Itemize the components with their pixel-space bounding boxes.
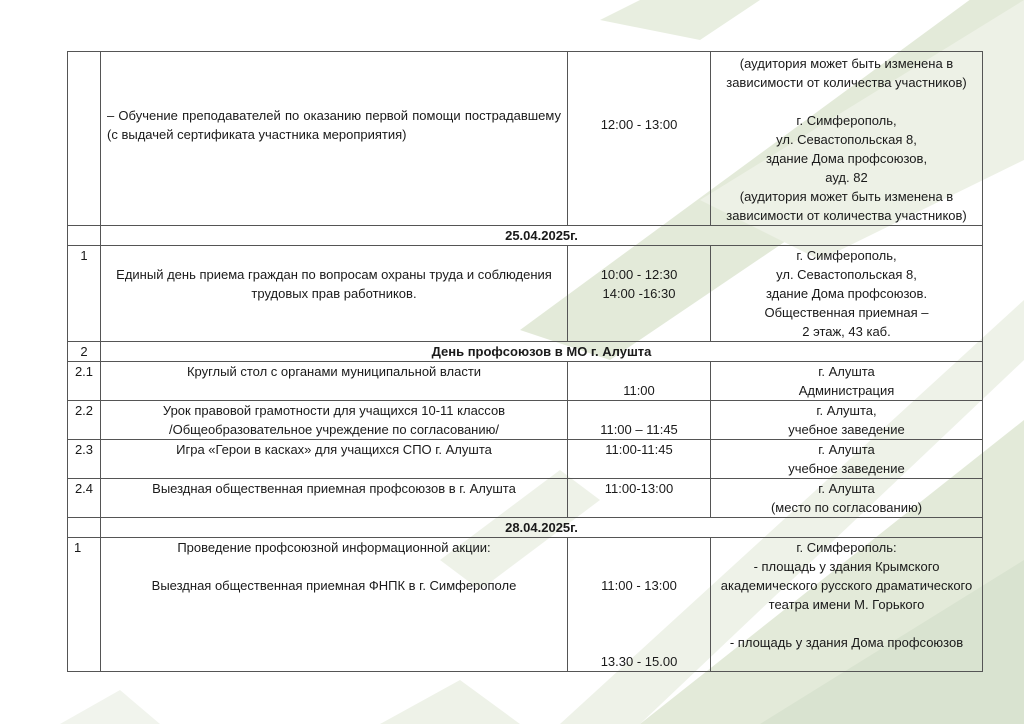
row-number: 2.4	[68, 479, 101, 518]
table-row	[68, 440, 983, 479]
event-place: г. Алушта, учебное заведение	[711, 401, 983, 440]
event-time: 11:00	[568, 362, 711, 401]
event-time: 11:00 – 11:45	[568, 401, 711, 440]
event-place	[711, 538, 983, 672]
row-number: 2	[68, 342, 101, 362]
table-row	[68, 52, 983, 226]
table-row	[68, 479, 983, 518]
event-name-line: Выездная общественная приемная ФНПК в г. Симферополе	[151, 578, 517, 593]
date-row-blank	[68, 518, 101, 538]
event-time: 11:00-11:45	[568, 440, 711, 479]
event-place-line: - площадь у здания Дома профсоюзов	[729, 635, 964, 650]
event-time-text: 12:00 - 13:00	[600, 117, 678, 132]
event-name	[101, 246, 568, 342]
section-heading: День профсоюзов в МО г. Алушта	[101, 342, 983, 362]
event-time: 11:00-13:00	[568, 479, 711, 518]
row-number: 2.1	[68, 362, 101, 401]
event-place: г. Алушта (место по согласованию)	[711, 479, 983, 518]
event-time	[568, 52, 711, 226]
event-time	[568, 538, 711, 672]
event-time: 10:00 - 12:30 14:00 -16:30	[568, 246, 711, 342]
event-place: г. Алушта Администрация	[711, 362, 983, 401]
event-place: г. Симферополь, ул. Севастопольская 8, здание Дома профсоюзов. Общественная приемная – 2 этаж, 43 каб.	[711, 246, 983, 342]
event-name	[101, 52, 568, 226]
event-name: Игра «Герои в касках» для учащихся СПО г. Алушта	[101, 440, 568, 479]
event-place: (аудитория может быть изменена в зависимости от количества участников) г. Симферополь, ул. Севастопольская 8, здание Дома профсоюзов, ауд. 82 (аудитория может быть изменена в зависимости от количества участников)	[711, 52, 983, 226]
row-number: 1	[68, 246, 101, 342]
table-row	[68, 538, 983, 672]
event-name-text: – Обучение преподавателей по оказанию первой помощи пострадавшему (с выдачей сертификата участника мероприятия)	[107, 107, 561, 142]
event-name: Урок правовой грамотности для учащихся 10-11 классов /Общеобразовательное учреждение по согласованию/	[101, 401, 568, 440]
table-row	[68, 401, 983, 440]
date-row	[68, 518, 983, 538]
event-place-line: г. Симферополь: - площадь у здания Крымского академического русского драматического театра имени М. Горького	[720, 540, 973, 612]
schedule-table	[67, 51, 983, 672]
date-row-blank	[68, 226, 101, 246]
event-name: Круглый стол с органами муниципальной власти	[101, 362, 568, 401]
event-name: Выездная общественная приемная профсоюзов в г. Алушта	[101, 479, 568, 518]
row-number	[68, 52, 101, 226]
event-name-text: Единый день приема граждан по вопросам охраны труда и соблюдения трудовых прав работников.	[116, 267, 552, 301]
row-number: 2.3	[68, 440, 101, 479]
date-row	[68, 226, 983, 246]
row-number: 2.2	[68, 401, 101, 440]
row-number: 1	[68, 538, 101, 672]
section-row	[68, 342, 983, 362]
event-place: г. Алушта учебное заведение	[711, 440, 983, 479]
event-time-slot: 13.30 - 15.00	[600, 654, 678, 669]
event-time-slot: 11:00 - 13:00	[601, 578, 677, 593]
date-heading: 28.04.2025г.	[101, 518, 983, 538]
event-name-line: Проведение профсоюзной информационной акции:	[177, 540, 491, 555]
date-heading: 25.04.2025г.	[101, 226, 983, 246]
event-name	[101, 538, 568, 672]
table-row	[68, 362, 983, 401]
table-row	[68, 246, 983, 342]
